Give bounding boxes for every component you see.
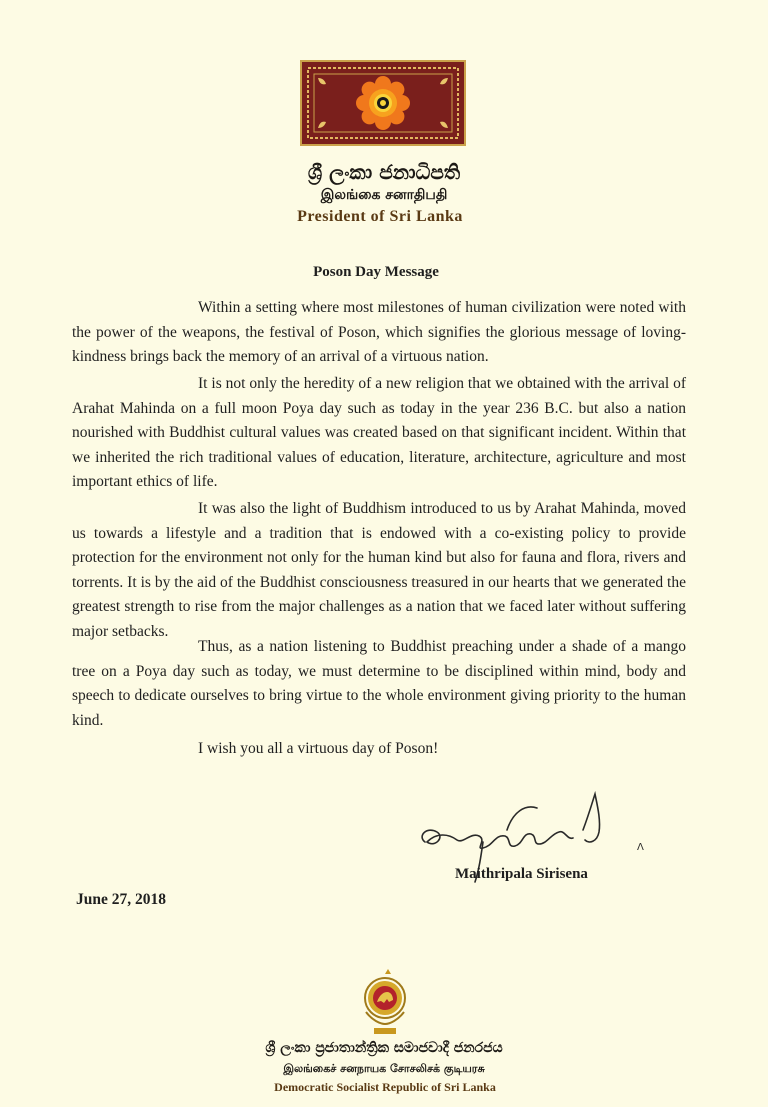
header-english: President of Sri Lanka: [297, 208, 463, 225]
header-sinhala: ශ්‍රී ලංකා ජනාධිපති: [307, 160, 461, 184]
message-paragraph-4: Thus, as a nation listening to Buddhist preaching under a shade of a mango tree on a Poya day such as today, we must determine to be disciplined within mind, body and speech to dedicate ourselves to bring virtue to the whole environment giving priority to the human kind.: [72, 638, 686, 729]
message-paragraph-2: It is not only the heredity of a new religion that we obtained with the arrival of Arahat Mahinda on a full moon Poya day such as today in the year 236 B.C. but also a nation nourished with Buddhist cultural values was created based on that significant incident. Within that we inherited the rich traditional values of education, literature, architecture, agriculture and most important ethics of life.: [72, 375, 686, 490]
message-title: Poson Day Message: [313, 264, 439, 280]
header-tamil: இலங்கை சனாதிபதி: [320, 187, 448, 203]
presidential-flag-emblem: [300, 60, 466, 146]
signer-name: Maithripala Sirisena: [455, 866, 588, 882]
footer-sinhala: ශ්‍රී ලංකා ප්‍රජාතාන්ත්‍රික සමාජවාදී ජනරජය: [265, 1040, 503, 1056]
message-date: June 27, 2018: [76, 891, 166, 908]
national-emblem-icon: [360, 968, 410, 1041]
footer-english: Democratic Socialist Republic of Sri Lanka: [274, 1080, 496, 1094]
message-paragraph-3: It was also the light of Buddhism introduced to us by Arahat Mahinda, moved us towards a lifestyle and a tradition that is endowed with a co-existing policy to provide protection for the environment not only for the human kind but also for fauna and flora, rivers and torrents. It is by the aid of the Buddhist consciousness treasured in our hearts that we generated the greatest strength to rise from the major challenges as a nation that we faced later without suffering major setbacks.: [72, 500, 686, 640]
svg-text:Λ: Λ: [637, 842, 644, 853]
footer-tamil: இலங்கைச் சனநாயக சோசலிசக் குடியரசு: [283, 1062, 485, 1075]
closing-line: I wish you all a virtuous day of Poson!: [198, 740, 439, 757]
message-paragraph-1: Within a setting where most milestones of human civilization were noted with the power of the weapons, the festival of Poson, which signifies the glorious message of loving-kindness brings back the memory of an arrival of a virtuous nation.: [72, 299, 686, 365]
